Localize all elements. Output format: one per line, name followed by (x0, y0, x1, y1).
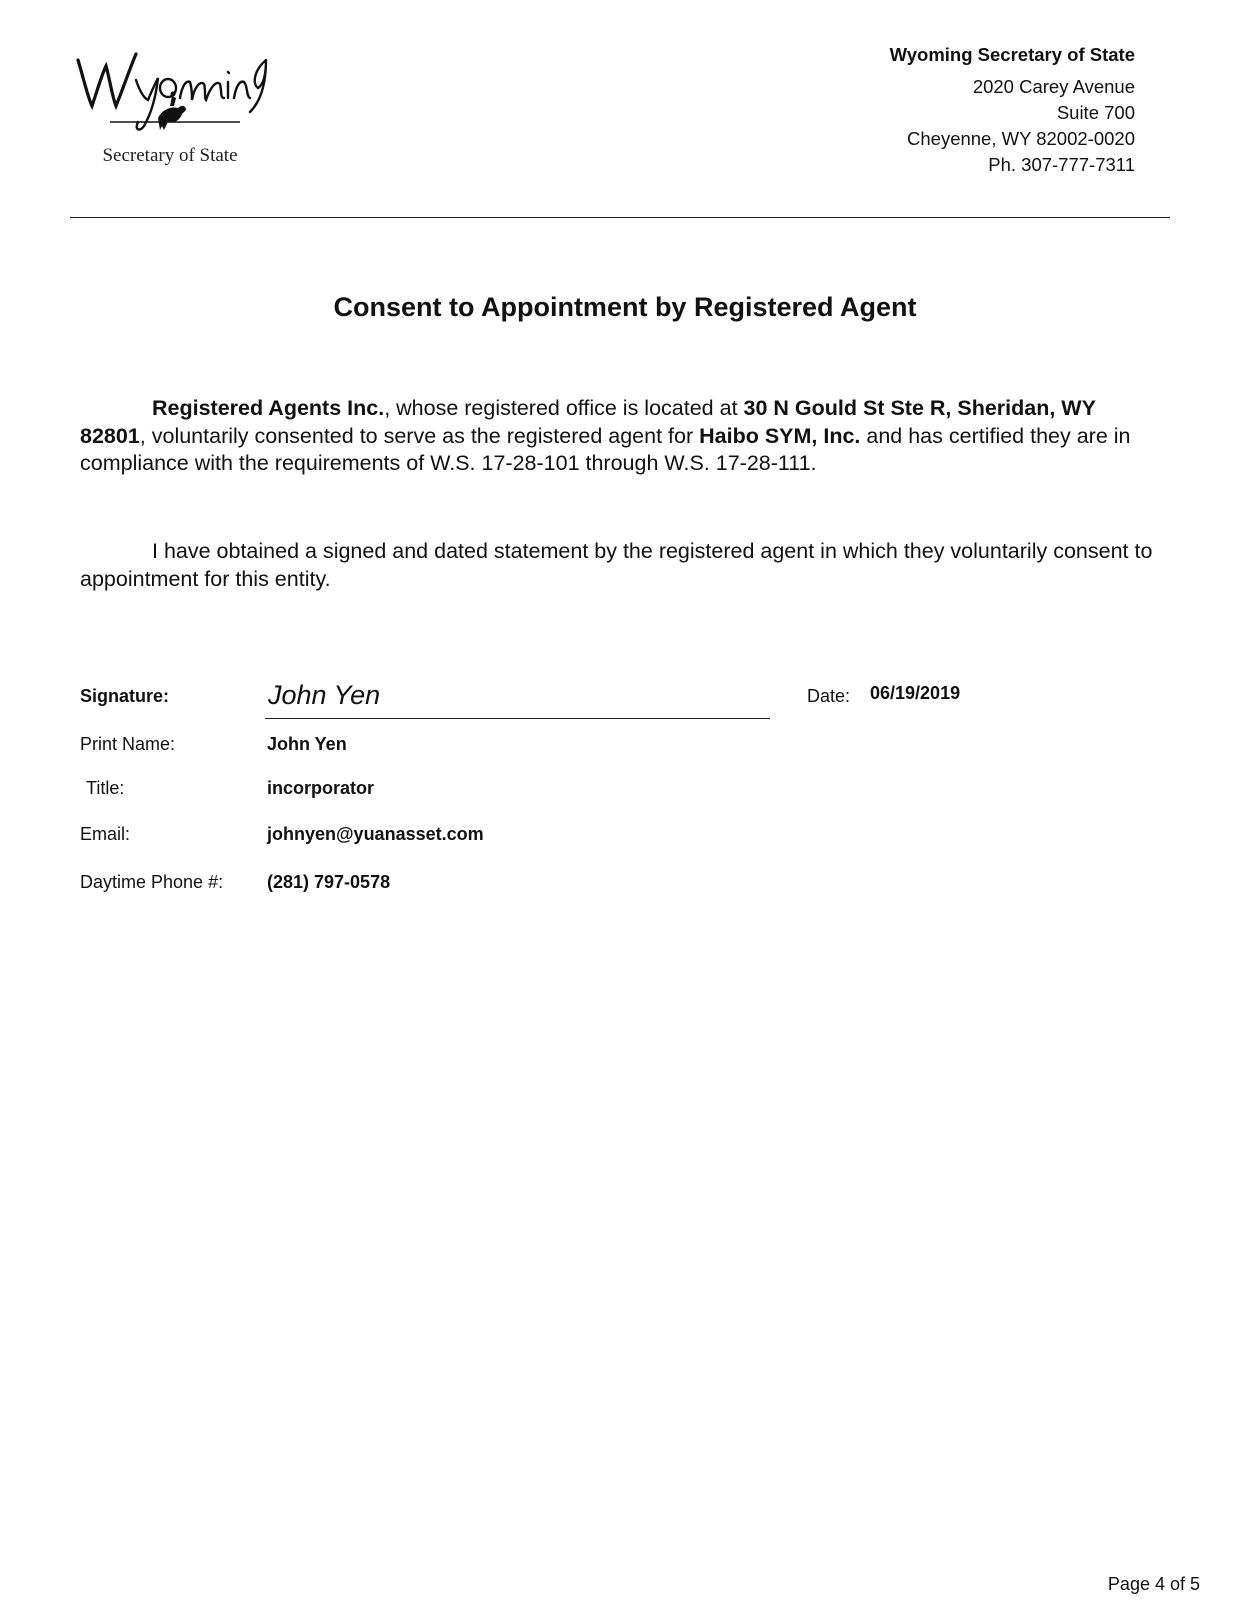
document-title: Consent to Appointment by Registered Agent (333, 292, 917, 322)
print-name-label: Print Name: (80, 734, 176, 754)
email-label: Email: (80, 824, 131, 844)
wyoming-logo (70, 40, 270, 175)
email-value: johnyen@yuanasset.com (267, 824, 484, 844)
office-address: 30 N Gould St Ste R, Sheridan, WY 82801 (80, 396, 1096, 448)
signature-line (265, 718, 770, 719)
paragraph-text-c: and has certified they are in compliance with the requirements of W.S. 17-28-101 through W.S. 17-28-111. (80, 423, 1131, 475)
address-line-phone: Ph. 307-777-7311 (988, 154, 1135, 175)
signature-value: John Yen (268, 680, 381, 710)
wyoming-script-logo-icon (70, 40, 270, 140)
header-divider (70, 217, 1170, 218)
page-number: Page 4 of 5 (1107, 1574, 1200, 1594)
phone-value: (281) 797-0578 (267, 872, 391, 892)
logo-caption: Secretary of State (102, 145, 238, 166)
phone-label: Daytime Phone #: (80, 872, 224, 892)
address-line-street: 2020 Carey Avenue (972, 76, 1135, 97)
date-label: Date: (807, 686, 851, 706)
agent-name: Registered Agents Inc. (152, 396, 385, 420)
statement-paragraph (80, 538, 1160, 593)
statement-text: I have obtained a signed and dated statement by the registered agent in which they voluntarily consent to appointment for this entity. (80, 539, 1153, 591)
signature-label: Signature: (80, 686, 170, 706)
address-line-suite: Suite 700 (1056, 102, 1135, 123)
print-name-value: John Yen (267, 734, 347, 754)
title-label: Title: (86, 778, 125, 798)
entity-name: Haibo SYM, Inc. (699, 423, 861, 448)
paragraph-text-b: , voluntarily consented to serve as the registered agent for (139, 423, 700, 448)
paragraph-text-a: , whose registered office is located at (384, 396, 744, 420)
title-value: incorporator (267, 778, 375, 798)
address-line-city: Cheyenne, WY 82002-0020 (907, 128, 1135, 149)
org-name: Wyoming Secretary of State (889, 44, 1135, 65)
consent-paragraph (80, 395, 1160, 478)
sos-address-block (890, 42, 1135, 178)
date-value: 06/19/2019 (870, 683, 961, 703)
